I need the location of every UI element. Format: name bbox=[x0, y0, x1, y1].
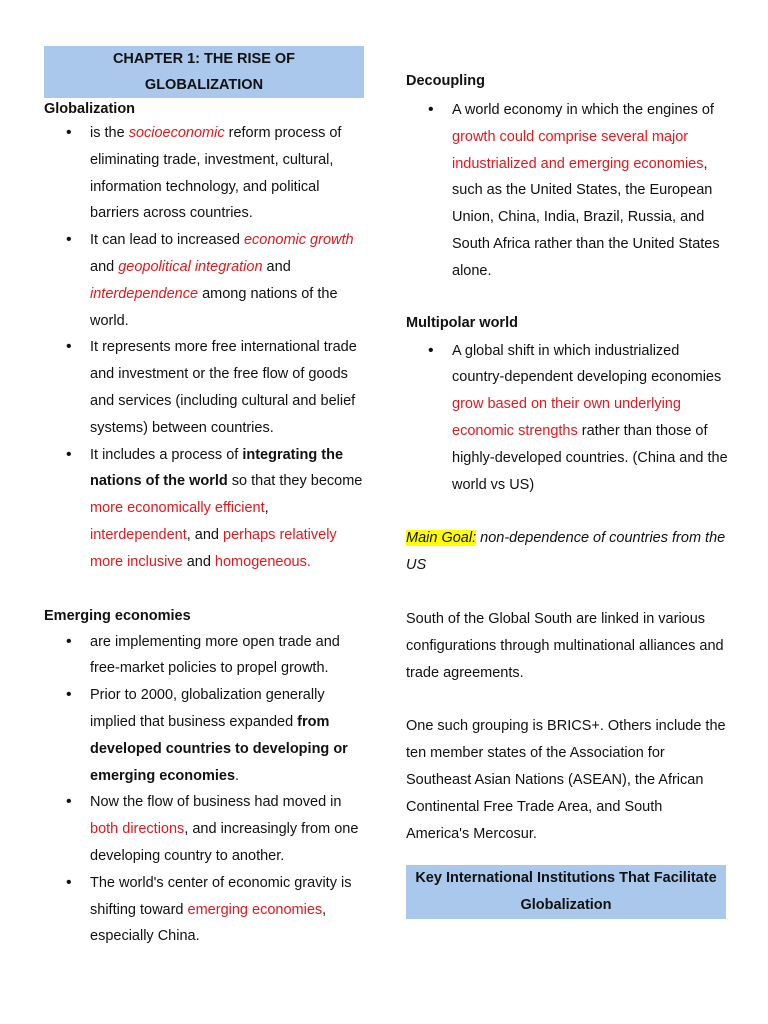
list-item: • A global shift in which industrialized country-dependent developing economies grow based on their own underlying economic strengths rather than those of highly-developed countries. (China and the world vs US) bbox=[452, 338, 728, 499]
list-item: • The world's center of economic gravity is shifting toward emerging economies, especially China. bbox=[90, 870, 364, 950]
emerging-heading: Emerging economies bbox=[44, 607, 191, 624]
decoupling-list bbox=[406, 97, 728, 285]
list-item: • A world economy in which the engines of growth could comprise several major industrialized and emerging economies, such as the United States, the European Union, China, India, Brazil, Russia, and South Africa rather than the United States alone. bbox=[452, 97, 728, 285]
multipolar-list bbox=[406, 338, 728, 499]
list-item: • It represents more free international trade and investment or the free flow of goods and services (including cultural and belief systems) between countries. bbox=[90, 334, 364, 441]
paragraph-brics: One such grouping is BRICS+. Others include the ten member states of the Association for Southeast Asian Nations (ASEAN), the African Continental Free Trade Area, and South America's Mercosur. bbox=[406, 718, 726, 842]
list-item: • are implementing more open trade and free-market policies to propel growth. bbox=[90, 629, 364, 683]
list-item: • It can lead to increased economic growth and geopolitical integration and interdependence among nations of the world. bbox=[90, 227, 364, 334]
main-goal-label: Main Goal: bbox=[406, 530, 477, 547]
main-goal: Main Goal: non-dependence of countries from the US bbox=[406, 530, 726, 574]
emerging-list bbox=[44, 629, 364, 951]
globalization-list bbox=[44, 120, 364, 576]
left-column bbox=[44, 46, 364, 950]
decoupling-heading: Decoupling bbox=[406, 73, 485, 89]
key-institutions-title: Key International Institutions That Facilitate Globalization bbox=[406, 865, 726, 919]
list-item: • It includes a process of integrating the nations of the world so that they become more economically efficient, interdependent, and perhaps relatively more inclusive and homogeneous. bbox=[90, 442, 364, 576]
list-item: • is the socioeconomic reform process of eliminating trade, investment, cultural, information technology, and political barriers across countries. bbox=[90, 120, 364, 227]
chapter-title-line1: CHAPTER 1: THE RISE OF bbox=[112, 51, 296, 67]
list-item: • Prior to 2000, globalization generally implied that business expanded from developed countries to developing or emerging economies. bbox=[90, 682, 364, 789]
right-column bbox=[406, 70, 728, 919]
chapter-title-line2: GLOBALIZATION bbox=[144, 77, 264, 93]
chapter-title bbox=[44, 46, 364, 98]
list-item: • Now the flow of business had moved in both directions, and increasingly from one developing country to another. bbox=[90, 789, 364, 869]
multipolar-heading: Multipolar world bbox=[406, 314, 518, 331]
globalization-heading: Globalization bbox=[44, 101, 136, 117]
paragraph-global-south: South of the Global South are linked in various configurations through multinational alliances and trade agreements. bbox=[406, 610, 724, 681]
